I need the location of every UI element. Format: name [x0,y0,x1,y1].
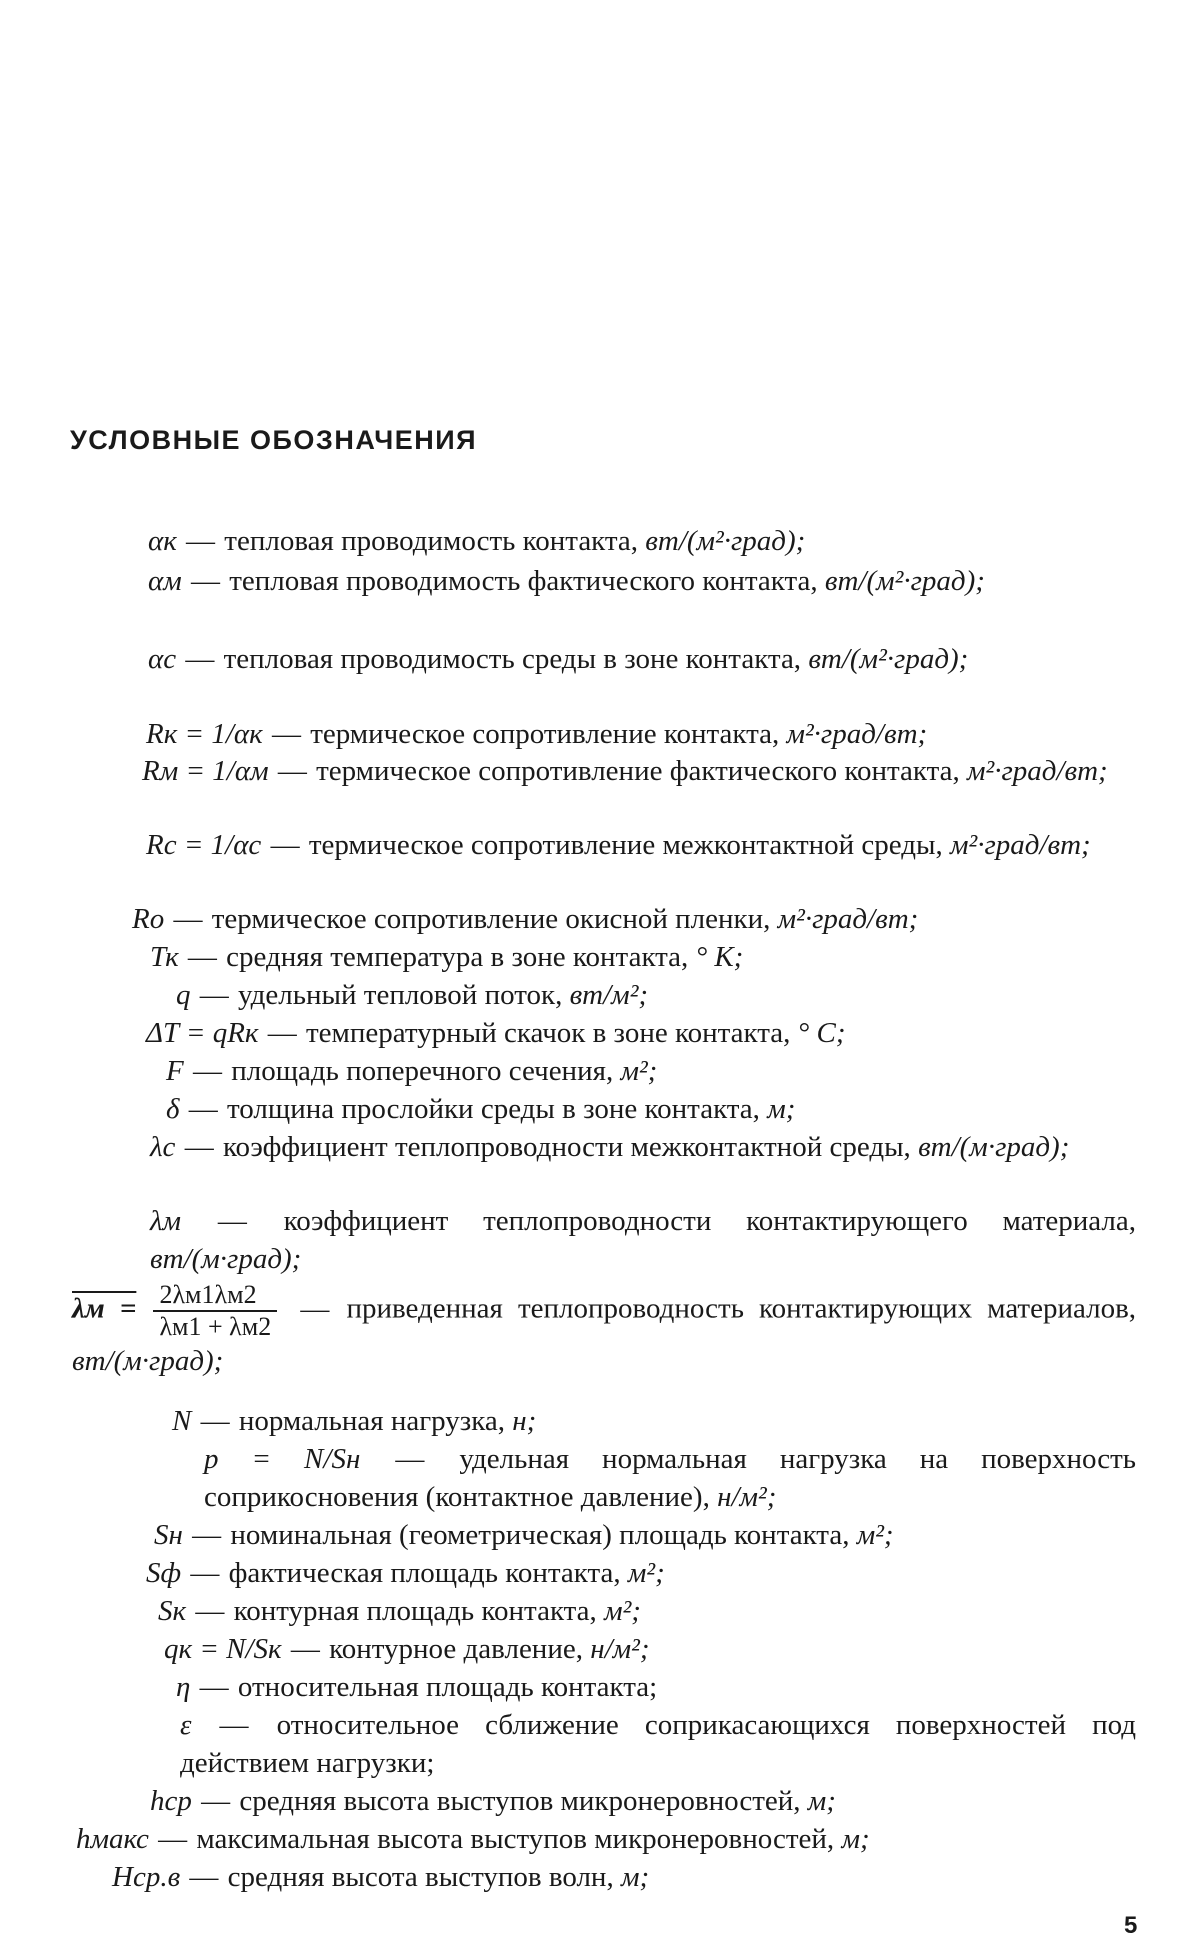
symbol: N [172,1405,192,1437]
symbol: Rк = 1/αк [146,718,263,750]
description: толщина прослойки среды в зоне контакта, [226,1093,760,1125]
dash: — [395,1443,425,1475]
symbol: Rо [132,903,165,935]
description: средняя высота выступов микронеровностей, [239,1785,801,1817]
description: тепловая проводимость фактического контакта, [229,565,818,597]
symbol: qк = N/Sк [164,1633,282,1665]
dash: — [199,979,229,1011]
symbol: hмакс [76,1823,149,1855]
description: термическое сопротивление контакта, [310,718,780,750]
description: приведенная теплопроводность контактирующих материалов, [346,1292,1137,1325]
entry-R-s [146,826,1136,864]
entry-q [176,976,1136,1014]
entry-delta-T [146,1014,1136,1052]
dash: — [201,1785,231,1817]
symbol: q [176,979,191,1011]
dash: — [192,1055,222,1087]
symbol: F [166,1055,184,1087]
entry-S-f [146,1554,1136,1592]
description: коэффициент теплопроводности контактирующего материала, [283,1205,1137,1237]
unit: вт/(м²·град); [808,643,969,675]
dash: — [158,1823,188,1855]
description: площадь поперечного сечения, [231,1055,614,1087]
unit: м; [767,1093,796,1125]
unit: м²; [627,1557,665,1589]
fraction [153,1280,277,1342]
dash: — [219,1709,249,1741]
description: нормальная нагрузка, [238,1405,506,1437]
symbol: αм [148,565,182,597]
symbol: λс [150,1131,176,1163]
unit: м²·град/вт; [967,755,1108,787]
unit: м²; [604,1595,641,1627]
dash: — [290,1633,320,1665]
entry-eta [176,1668,1136,1706]
description: тепловая проводимость среды в зоне контакта, [223,643,802,675]
dash: — [277,755,307,787]
description: коэффициент теплопроводности межконтактной среды, [222,1131,911,1163]
description: номинальная (геометрическая) площадь контакта, [230,1519,850,1551]
unit: м; [841,1823,870,1855]
symbol: αс [148,643,177,675]
dash: — [300,1292,330,1325]
symbol: Sн [154,1519,183,1551]
unit: н/м²; [590,1633,650,1665]
symbol: λм [150,1205,182,1237]
unit: вт/(м·град); [150,1243,302,1275]
entry-alpha-s [148,640,1136,678]
unit: вт/(м·град); [918,1131,1070,1163]
description: относительная площадь контакта; [237,1671,658,1703]
unit: н; [512,1405,537,1437]
symbol: η [176,1671,191,1703]
description: термическое сопротивление окисной пленки, [211,903,771,935]
dash: — [190,565,220,597]
symbol: p = N/Sн [204,1443,361,1475]
unit: вт/(м·град); [72,1345,224,1377]
entry-alpha-m [148,562,1136,600]
entry-R-o [132,900,1136,938]
unit: м²·град/вт; [777,903,919,935]
unit: м²·град/вт; [786,718,928,750]
entry-F [166,1052,1136,1090]
symbol: Sк [158,1595,187,1627]
description: максимальная высота выступов микронеровностей, [196,1823,835,1855]
description: термическое сопротивление фактического контакта, [316,755,960,787]
fraction-denominator: λм1 + λм2 [159,1312,272,1341]
description: фактическая площадь контакта, [228,1557,621,1589]
entry-H-sr-v [112,1858,1136,1896]
symbol: Sф [146,1557,182,1589]
entry-h-maks [76,1820,1136,1858]
unit: ° С; [797,1017,846,1049]
entry-lambda-m [150,1202,1136,1278]
symbol: Rм = 1/αм [142,755,269,787]
description: средняя температура в зоне контакта, [226,941,689,973]
entry-lambda-s [150,1128,1136,1166]
description: относительное сближение соприкасающихся поверхностей под действием нагрузки; [180,1709,1137,1779]
dash: — [270,829,300,861]
dash: — [188,1093,218,1125]
dash: — [173,903,203,935]
dash: — [185,643,215,675]
description: удельная нормальная нагрузка на поверхность соприкосновения (контактное давление), [204,1443,1137,1513]
dash: — [186,525,216,557]
description: тепловая проводимость контакта, [224,525,639,557]
symbol: hср [150,1785,192,1817]
unit: н/м²; [717,1481,777,1513]
dash: — [195,1595,225,1627]
dash: — [217,1205,247,1237]
unit: м; [620,1861,650,1893]
dash: — [200,1405,230,1437]
page-number: 5 [1124,1912,1138,1939]
dash: — [199,1671,229,1703]
dash: — [189,1861,219,1893]
fraction-numerator: 2λм1λм2 [153,1280,277,1312]
dash: — [187,941,217,973]
unit: м; [807,1785,836,1817]
symbol: δ [166,1093,180,1125]
entry-N [172,1402,1136,1440]
entry-alpha-k [148,522,1136,560]
description: контурная площадь контакта, [233,1595,597,1627]
unit: ° К; [695,941,744,973]
unit: вт/(м²·град); [645,525,806,557]
entry-S-n [154,1516,1136,1554]
entry-lambda-m-reduced [72,1280,1136,1380]
dash: — [267,1017,297,1049]
page-heading: УСЛОВНЫЕ ОБОЗНАЧЕНИЯ [70,425,478,455]
entry-T-k [150,938,1136,976]
unit: вт/(м²·град); [824,565,985,597]
symbol: Rс = 1/αс [146,829,262,861]
symbol: Тк [150,941,179,973]
description: средняя высота выступов волн, [227,1861,614,1893]
unit: вт/м²; [569,979,649,1011]
entry-h-sr [150,1782,1136,1820]
symbol: αк [148,525,177,557]
description: термическое сопротивление межконтактной среды, [308,829,943,861]
description: температурный скачок в зоне контакта, [305,1017,791,1049]
symbol: ΔT = qRк [146,1017,259,1049]
unit: м²; [856,1519,894,1551]
symbol: ε [180,1709,192,1741]
entry-delta [166,1090,1136,1128]
entry-R-k [146,715,1136,753]
entry-p [204,1440,1136,1516]
symbol: Нср.в [112,1861,181,1893]
entry-epsilon [180,1706,1136,1782]
description: удельный тепловой поток, [238,979,563,1011]
symbol: λм = [72,1292,137,1325]
description: контурное давление, [329,1633,583,1665]
dash: — [184,1131,214,1163]
dash: — [190,1557,220,1589]
entry-q-k [164,1630,1136,1668]
dash: — [271,718,301,750]
unit: м²; [620,1055,658,1087]
unit: м²·град/вт; [950,829,1091,861]
entry-S-k [158,1592,1136,1630]
entry-R-m [142,752,1136,790]
dash: — [192,1519,222,1551]
